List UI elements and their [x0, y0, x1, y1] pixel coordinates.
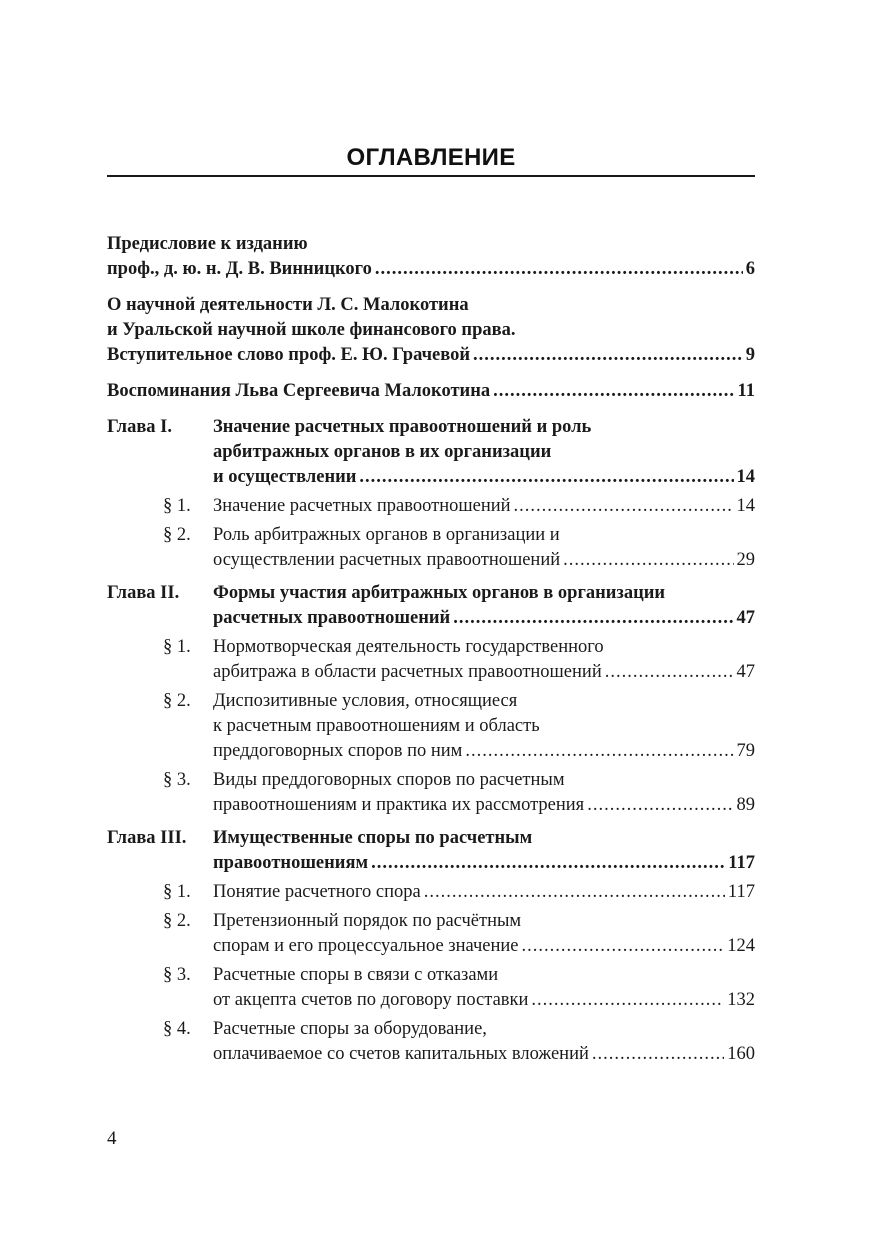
section-label: § 1. — [163, 496, 191, 516]
chapter-label: Глава III. — [107, 828, 187, 848]
dot-leader — [359, 465, 733, 490]
section-title — [213, 523, 755, 573]
section-label: § 3. — [163, 965, 191, 985]
page-number: 4 — [107, 1128, 117, 1149]
chapter-title — [213, 415, 755, 490]
section-label: § 1. — [163, 882, 191, 902]
entry-leader-line — [213, 465, 755, 490]
entry-text-line: арбитражных органов в их организации — [213, 442, 552, 462]
entry-leader-line — [213, 934, 755, 959]
front-matter-entry[interactable] — [107, 232, 755, 282]
entry-leader-line — [213, 606, 755, 631]
entry-title-last: арбитража в области расчетных правоотношений — [213, 662, 602, 682]
entry-title-last: преддоговорных споров по ним — [213, 741, 463, 761]
chapter-label: Глава I. — [107, 417, 173, 437]
entry-title-last: правоотношениям — [213, 853, 369, 873]
dot-leader — [473, 343, 743, 368]
entry-text-line: Предисловие к изданию — [107, 234, 308, 254]
section-title — [213, 689, 755, 764]
entry-title-last: расчетных правоотношений — [213, 608, 451, 628]
dot-leader — [465, 739, 733, 764]
dot-leader — [592, 1042, 724, 1067]
chapter-title — [213, 581, 755, 631]
entry-leader-line — [213, 988, 755, 1013]
section-title — [213, 963, 755, 1013]
section-entry[interactable] — [107, 523, 755, 573]
dot-leader — [453, 606, 733, 631]
section-title — [213, 768, 755, 818]
section-title — [213, 880, 755, 905]
section-label: § 1. — [163, 637, 191, 657]
entry-text-line: Расчетные споры в связи с отказами — [213, 965, 499, 985]
section-entry[interactable] — [107, 689, 755, 764]
entry-leader-line — [213, 739, 755, 764]
section-title — [213, 1017, 755, 1067]
section-entry[interactable] — [107, 635, 755, 685]
entry-title-last: спорам и его процессуальное значение — [213, 936, 519, 956]
entry-text-line: Расчетные споры за оборудование, — [213, 1019, 487, 1039]
entry-text-line: Роль арбитражных органов в организации и — [213, 525, 560, 545]
dot-leader — [371, 851, 725, 876]
entry-title-last: Понятие расчетного спора — [213, 882, 421, 902]
chapter-entry[interactable] — [107, 826, 755, 876]
entry-page-number: 117 — [727, 882, 755, 902]
page-title: ОГЛАВЛЕНИЕ — [346, 144, 516, 171]
entry-leader-line — [213, 1042, 755, 1067]
entry-leader-line — [213, 548, 755, 573]
section-entry[interactable] — [107, 880, 755, 905]
entry-leader-line — [107, 343, 755, 368]
entry-title-last: Воспоминания Льва Сергеевича Малокотина — [107, 381, 491, 401]
entry-page-number: 14 — [736, 467, 755, 487]
entry-text-line: Значение расчетных правоотношений и роль — [213, 417, 592, 437]
entry-title-last: Вступительное слово проф. Е. Ю. Грачевой — [107, 345, 471, 365]
entry-text-line: Диспозитивные условия, относящиеся — [213, 691, 518, 711]
entry-leader-line — [213, 851, 755, 876]
chapter-title — [213, 826, 755, 876]
entry-text-line: Формы участия арбитражных органов в организации — [213, 583, 666, 603]
entry-page-number: 9 — [745, 345, 755, 365]
entry-page-number: 132 — [727, 990, 755, 1010]
chapter-entry[interactable] — [107, 415, 755, 490]
entry-title-last: оплачиваемое со счетов капитальных вложений — [213, 1044, 589, 1064]
entry-text-line: и Уральской научной школе финансового права. — [107, 320, 516, 340]
front-matter-entry[interactable] — [107, 293, 755, 368]
dot-leader — [563, 548, 733, 573]
front-matter-entry[interactable] — [107, 379, 755, 404]
section-label: § 4. — [163, 1019, 191, 1039]
entry-leader-line — [107, 257, 755, 282]
section-title — [213, 909, 755, 959]
table-of-contents — [107, 232, 755, 1067]
entry-text-line: Имущественные споры по расчетным — [213, 828, 533, 848]
entry-leader-line — [213, 880, 755, 905]
entry-page-number: 117 — [728, 853, 755, 873]
entry-page-number: 6 — [745, 259, 755, 279]
title-rule — [107, 175, 755, 177]
entry-page-number: 47 — [736, 608, 755, 628]
entry-page-number: 160 — [727, 1044, 755, 1064]
entry-text-line: Претензионный порядок по расчётным — [213, 911, 522, 931]
entry-text-line: Нормотворческая деятельность государственного — [213, 637, 604, 657]
dot-leader — [605, 660, 734, 685]
entry-page-number: 124 — [727, 936, 755, 956]
section-label: § 3. — [163, 770, 191, 790]
section-entry[interactable] — [107, 1017, 755, 1067]
dot-leader — [514, 494, 734, 519]
section-label: § 2. — [163, 691, 191, 711]
dot-leader — [424, 880, 725, 905]
entry-leader-line — [213, 494, 755, 519]
entry-title-last: проф., д. ю. н. Д. В. Винницкого — [107, 259, 372, 279]
section-title — [213, 635, 755, 685]
dot-leader — [522, 934, 725, 959]
dot-leader — [375, 257, 743, 282]
entry-leader-line — [213, 793, 755, 818]
entry-page-number: 29 — [736, 550, 755, 570]
entry-title-last: осуществлении расчетных правоотношений — [213, 550, 561, 570]
dot-leader — [531, 988, 724, 1013]
chapter-label: Глава II. — [107, 583, 180, 603]
chapter-entry[interactable] — [107, 581, 755, 631]
entry-page-number: 89 — [736, 795, 755, 815]
section-label: § 2. — [163, 911, 191, 931]
entry-page-number: 79 — [736, 741, 755, 761]
section-entry[interactable] — [107, 963, 755, 1013]
dot-leader — [493, 379, 734, 404]
entry-text-line: Виды преддоговорных споров по расчетным — [213, 770, 565, 790]
section-label: § 2. — [163, 525, 191, 545]
entry-leader-line — [213, 660, 755, 685]
entry-page-number: 14 — [736, 496, 755, 516]
dot-leader — [587, 793, 733, 818]
entry-text-line: О научной деятельности Л. С. Малокотина — [107, 295, 469, 315]
entry-title-last: и осуществлении — [213, 467, 357, 487]
entry-title-last: правоотношениям и практика их рассмотрения — [213, 795, 585, 815]
entry-title-last: Значение расчетных правоотношений — [213, 496, 511, 516]
section-entry[interactable] — [107, 768, 755, 818]
entry-page-number: 11 — [737, 381, 755, 401]
entry-leader-line — [107, 379, 755, 404]
entry-text-line: к расчетным правоотношениям и область — [213, 716, 540, 736]
section-entry[interactable] — [107, 909, 755, 959]
section-entry[interactable] — [107, 494, 755, 519]
entry-page-number: 47 — [736, 662, 755, 682]
section-title — [213, 494, 755, 519]
entry-title-last: от акцепта счетов по договору поставки — [213, 990, 529, 1010]
